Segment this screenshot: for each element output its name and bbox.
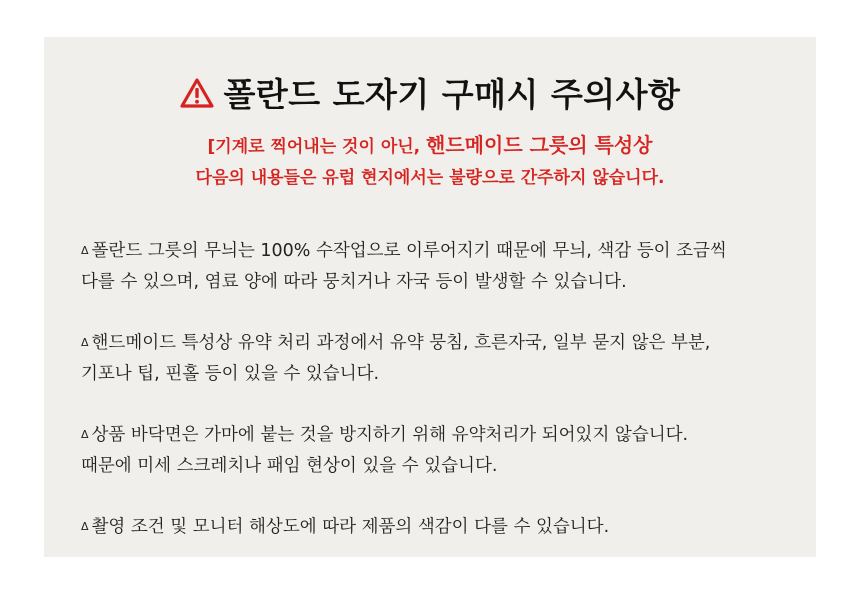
note-line [81,419,801,451]
note-line [81,235,801,267]
delta-bullet-icon: Δ [81,336,89,349]
delta-bullet-icon: Δ [81,428,89,441]
note-line [81,511,801,543]
page-title: 폴란드 도자기 구매시 주의사항 [223,75,681,114]
delta-bullet-icon: Δ [81,520,89,533]
note-item [81,327,801,390]
subtitle-prefix: [기계로 찍어내는 것이 아닌, [207,137,427,157]
note-text: 폴란드 그릇의 무늬는 100% 수작업으로 이루어지기 때문에 무늬, 색감 등이 조금씩 [91,241,727,261]
note-line: 때문에 미세 스크레치나 패임 현상이 있을 수 있습니다. [81,456,498,476]
subtitle-line-1 [44,129,816,158]
subtitle-emphasis: 핸드메이드 그릇의 특성상 [426,133,653,157]
notice-card [44,37,816,557]
note-line: 기포나 팁, 핀홀 등이 있을 수 있습니다. [81,364,380,384]
note-line [81,327,801,359]
note-text: 상품 바닥면은 가마에 붙는 것을 방지하기 위해 유약처리가 되어있지 않습니다. [91,425,689,445]
delta-bullet-icon: Δ [81,244,89,257]
note-line: 다를 수 있으며, 염료 양에 따라 뭉치거나 자국 등이 발생할 수 있습니다. [81,272,627,292]
note-text: 핸드메이드 특성상 유약 처리 과정에서 유약 뭉침, 흐른자국, 일부 묻지 않은 부분, [91,333,711,353]
note-text: 촬영 조건 및 모니터 해상도에 따라 제품의 색감이 다를 수 있습니다. [91,517,610,537]
note-item [81,511,801,543]
warning-triangle-icon [180,78,214,108]
heading-row [44,69,816,116]
note-item [81,235,801,298]
subtitle-line-2: 다음의 내용들은 유럽 현지에서는 불량으로 간주하지 않습니다. [195,168,665,188]
notes-list [81,235,801,572]
note-item [81,419,801,482]
